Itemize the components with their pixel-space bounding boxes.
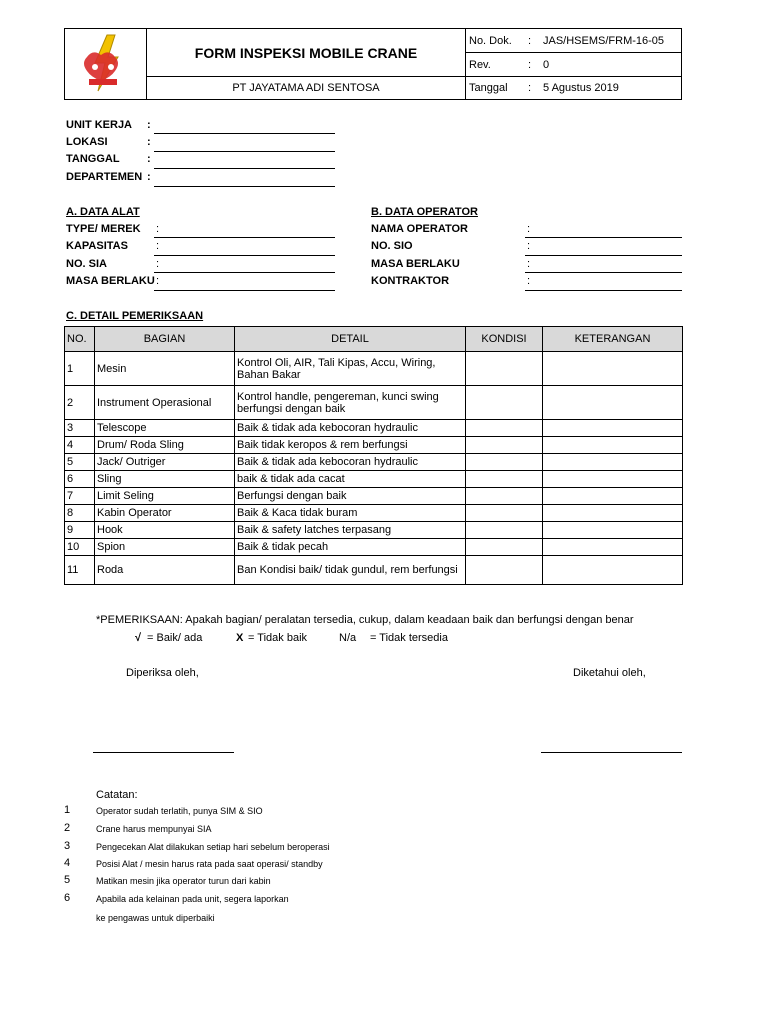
row-no-cell: 1 xyxy=(65,352,95,386)
catatan-text: Crane harus mempunyai SIA xyxy=(96,824,212,834)
row-keterangan-cell[interactable] xyxy=(543,556,683,585)
catatan-heading: Catatan: xyxy=(96,789,138,801)
row-kondisi-cell[interactable] xyxy=(466,352,543,386)
row-no-cell: 10 xyxy=(65,539,95,556)
catatan-text: Pengecekan Alat dilakukan setiap hari sebelum beroperasi xyxy=(96,842,330,852)
table-row xyxy=(65,386,683,420)
row-keterangan-cell[interactable] xyxy=(543,471,683,488)
company-logo xyxy=(65,29,147,99)
meta-key: Tanggal xyxy=(469,82,508,94)
kontraktor-field[interactable] xyxy=(525,290,682,291)
row-bagian-cell: Drum/ Roda Sling xyxy=(95,437,235,454)
no-sia-colon: : xyxy=(156,258,160,270)
kapasitas-colon: : xyxy=(156,240,160,252)
catatan-number: 6 xyxy=(64,892,71,904)
row-kondisi-cell[interactable] xyxy=(466,471,543,488)
table-row xyxy=(65,471,683,488)
table-row xyxy=(65,420,683,437)
masa-berlaku-operator-label: MASA BERLAKU xyxy=(371,258,460,270)
row-detail-cell: baik & tidak ada cacat xyxy=(235,471,466,488)
table-row xyxy=(65,539,683,556)
diperiksa-signature-line[interactable] xyxy=(93,752,234,753)
table-row xyxy=(65,522,683,539)
masa-berlaku-alat-field[interactable] xyxy=(154,290,335,291)
row-no-cell: 4 xyxy=(65,437,95,454)
type-merek-field[interactable] xyxy=(154,237,335,238)
row-bagian-cell: Limit Seling xyxy=(95,488,235,505)
table-header-row xyxy=(65,327,683,352)
row-keterangan-cell[interactable] xyxy=(543,539,683,556)
tanggal-field[interactable] xyxy=(154,168,335,169)
row-keterangan-cell[interactable] xyxy=(543,352,683,386)
row-bagian-cell: Jack/ Outriger xyxy=(95,454,235,471)
meta-key: No. Dok. xyxy=(469,34,512,47)
company-logo-icon xyxy=(65,29,146,99)
col-no-header: NO. xyxy=(65,327,95,352)
diperiksa-label: Diperiksa oleh, xyxy=(126,667,199,679)
row-no-cell: 6 xyxy=(65,471,95,488)
row-kondisi-cell[interactable] xyxy=(466,437,543,454)
unit-kerja-colon: : xyxy=(147,119,151,131)
row-keterangan-cell[interactable] xyxy=(543,454,683,471)
row-kondisi-cell[interactable] xyxy=(466,454,543,471)
lokasi-label: LOKASI xyxy=(66,136,108,148)
form-title: FORM INSPEKSI MOBILE CRANE xyxy=(147,29,466,77)
row-no-cell: 2 xyxy=(65,386,95,420)
nama-operator-colon: : xyxy=(527,223,531,235)
row-detail-cell: Kontrol Oli, AIR, Tali Kipas, Accu, Wiring, Bahan Bakar xyxy=(235,352,466,386)
meta-colon: : xyxy=(528,34,532,47)
row-bagian-cell: Kabin Operator xyxy=(95,505,235,522)
no-sia-field[interactable] xyxy=(154,272,335,273)
departemen-label: DEPARTEMEN xyxy=(66,171,143,183)
row-no-cell: 8 xyxy=(65,505,95,522)
row-bagian-cell: Mesin xyxy=(95,352,235,386)
masa-berlaku-operator-colon: : xyxy=(527,258,531,270)
row-detail-cell: Baik tidak keropos & rem berfungsi xyxy=(235,437,466,454)
masa-berlaku-alat-label: MASA BERLAKU xyxy=(66,275,155,287)
row-no-cell: 7 xyxy=(65,488,95,505)
table-row xyxy=(65,556,683,585)
row-bagian-cell: Spion xyxy=(95,539,235,556)
no-sio-colon: : xyxy=(527,240,531,252)
row-detail-cell: Baik & Kaca tidak buram xyxy=(235,505,466,522)
row-kondisi-cell[interactable] xyxy=(466,505,543,522)
tanggal-colon: : xyxy=(147,153,151,165)
kapasitas-field[interactable] xyxy=(154,255,335,256)
row-detail-cell: Berfungsi dengan baik xyxy=(235,488,466,505)
catatan-text: Matikan mesin jika operator turun dari kabin xyxy=(96,876,271,886)
nama-operator-field[interactable] xyxy=(525,237,682,238)
cross-icon: X xyxy=(236,632,244,644)
check-icon: √ xyxy=(135,632,142,644)
col-detail-header: DETAIL xyxy=(235,327,466,352)
unit-kerja-field[interactable] xyxy=(154,133,335,134)
row-keterangan-cell[interactable] xyxy=(543,437,683,454)
document-header xyxy=(64,28,682,100)
table-row xyxy=(65,352,683,386)
row-keterangan-cell[interactable] xyxy=(543,386,683,420)
row-detail-cell: Baik & tidak ada kebocoran hydraulic xyxy=(235,454,466,471)
masa-berlaku-alat-colon: : xyxy=(156,275,160,287)
row-keterangan-cell[interactable] xyxy=(543,420,683,437)
row-no-cell: 3 xyxy=(65,420,95,437)
col-bagian-header: BAGIAN xyxy=(95,327,235,352)
catatan-number: 2 xyxy=(64,822,71,834)
diketahui-label: Diketahui oleh, xyxy=(573,667,646,679)
row-bagian-cell: Roda xyxy=(95,556,235,585)
tanggal-label: TANGGAL xyxy=(66,153,120,165)
row-kondisi-cell[interactable] xyxy=(466,420,543,437)
row-bagian-cell: Instrument Operasional xyxy=(95,386,235,420)
catatan-number: 4 xyxy=(64,857,71,869)
row-bagian-cell: Sling xyxy=(95,471,235,488)
catatan-text: Apabila ada kelainan pada unit, segera laporkan xyxy=(96,894,289,904)
meta-value: JAS/HSEMS/FRM-16-05 xyxy=(543,34,665,47)
row-detail-cell: Baik & tidak ada kebocoran hydraulic xyxy=(235,420,466,437)
legend-cross-text: = Tidak baik xyxy=(248,632,308,644)
col-keterangan-header: KETERANGAN xyxy=(543,327,683,352)
meta-row-revision xyxy=(466,53,681,77)
pemeriksaan-note: *PEMERIKSAAN: Apakah bagian/ peralatan tersedia, cukup, dalam keadaan baik dan berfungsi dengan benar xyxy=(96,614,634,626)
kontraktor-label: KONTRAKTOR xyxy=(371,275,450,287)
departemen-field[interactable] xyxy=(154,186,335,187)
row-detail-cell: Baik & tidak pecah xyxy=(235,539,466,556)
row-no-cell: 9 xyxy=(65,522,95,539)
meta-value: 5 Agustus 2019 xyxy=(543,82,619,94)
no-sia-label: NO. SIA xyxy=(66,258,107,270)
type-merek-colon: : xyxy=(156,223,160,235)
table-row xyxy=(65,454,683,471)
row-keterangan-cell[interactable] xyxy=(543,522,683,539)
meta-row-doc-number xyxy=(466,29,681,53)
row-detail-cell: Ban Kondisi baik/ tidak gundul, rem berfungsi xyxy=(235,556,466,585)
row-keterangan-cell[interactable] xyxy=(543,505,683,522)
no-sio-field[interactable] xyxy=(525,255,682,256)
table-row xyxy=(65,437,683,454)
lokasi-colon: : xyxy=(147,136,151,148)
masa-berlaku-operator-field[interactable] xyxy=(525,272,682,273)
col-kondisi-header: KONDISI xyxy=(466,327,543,352)
lokasi-field[interactable] xyxy=(154,151,335,152)
catatan-number: 3 xyxy=(64,840,71,852)
row-kondisi-cell[interactable] xyxy=(466,539,543,556)
legend-check-text: = Baik/ ada xyxy=(147,632,203,644)
catatan-number: 5 xyxy=(64,874,71,886)
kapasitas-label: KAPASITAS xyxy=(66,240,128,252)
row-detail-cell: Baik & safety latches terpasang xyxy=(235,522,466,539)
catatan-continuation: ke pengawas untuk diperbaiki xyxy=(96,913,215,923)
no-sio-label: NO. SIO xyxy=(371,240,413,252)
row-detail-cell: Kontrol handle, pengereman, kunci swing berfungsi dengan baik xyxy=(235,386,466,420)
table-row xyxy=(65,505,683,522)
row-kondisi-cell[interactable] xyxy=(466,386,543,420)
unit-kerja-label: UNIT KERJA xyxy=(66,119,133,131)
meta-colon: : xyxy=(528,58,532,71)
row-keterangan-cell[interactable] xyxy=(543,488,683,505)
catatan-text: Posisi Alat / mesin harus rata pada saat operasi/ standby xyxy=(96,859,323,869)
kontraktor-colon: : xyxy=(527,275,531,287)
row-no-cell: 5 xyxy=(65,454,95,471)
row-bagian-cell: Telescope xyxy=(95,420,235,437)
departemen-colon: : xyxy=(147,171,151,183)
table-row xyxy=(65,488,683,505)
diketahui-signature-line[interactable] xyxy=(541,752,682,753)
row-kondisi-cell[interactable] xyxy=(466,522,543,539)
legend-na-text: = Tidak tersedia xyxy=(370,632,448,644)
meta-row-date xyxy=(466,77,681,99)
catatan-number: 1 xyxy=(64,804,71,816)
inspection-table xyxy=(64,326,683,585)
detail-heading: C. DETAIL PEMERIKSAAN xyxy=(66,310,204,322)
legend-na: N/a xyxy=(339,632,357,644)
row-no-cell: 11 xyxy=(65,556,95,585)
row-bagian-cell: Hook xyxy=(95,522,235,539)
company-name: PT JAYATAMA ADI SENTOSA xyxy=(147,77,466,99)
data-alat-heading: A. DATA ALAT xyxy=(66,206,140,218)
meta-key: Rev. xyxy=(469,58,491,71)
row-kondisi-cell[interactable] xyxy=(466,488,543,505)
catatan-text: Operator sudah terlatih, punya SIM & SIO xyxy=(96,806,263,816)
data-operator-heading: B. DATA OPERATOR xyxy=(371,206,478,218)
row-kondisi-cell[interactable] xyxy=(466,556,543,585)
meta-colon: : xyxy=(528,82,532,94)
type-merek-label: TYPE/ MEREK xyxy=(66,223,141,235)
nama-operator-label: NAMA OPERATOR xyxy=(371,223,468,235)
meta-value: 0 xyxy=(543,58,550,71)
